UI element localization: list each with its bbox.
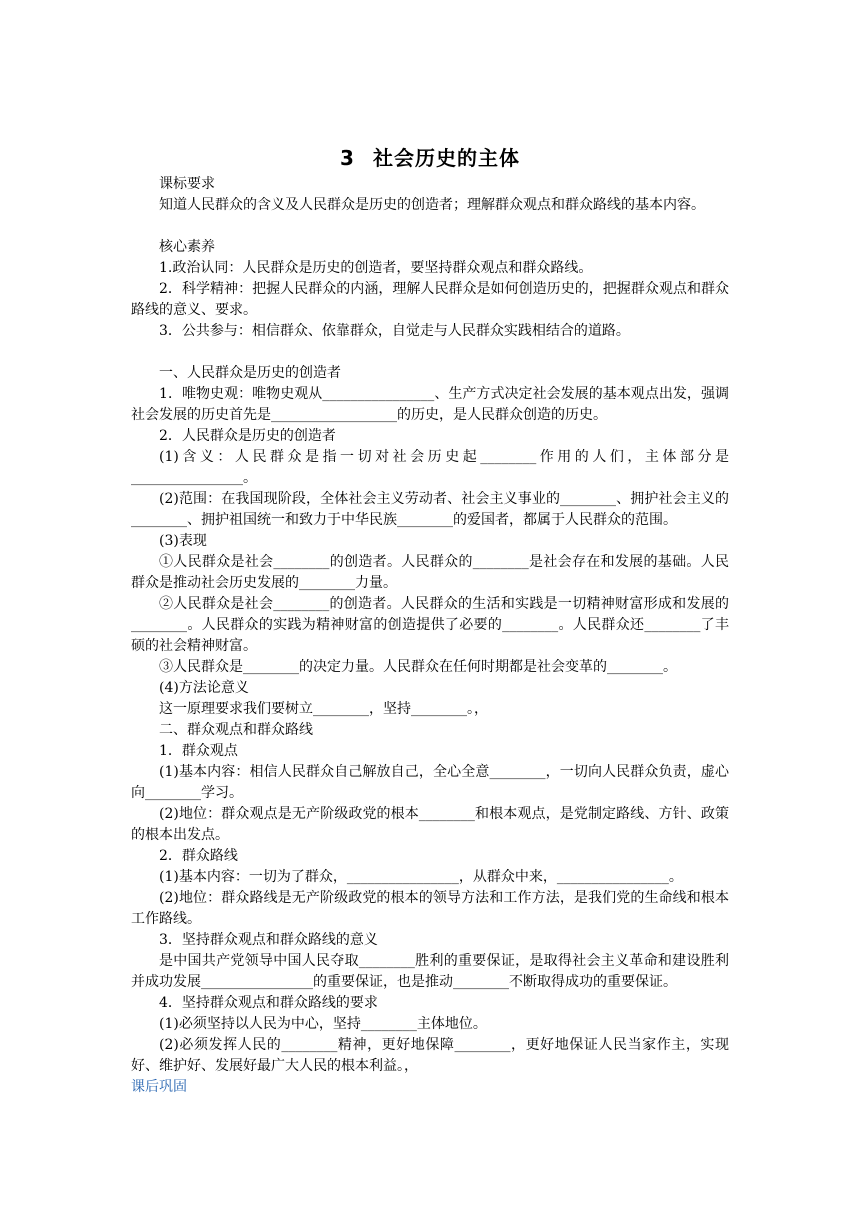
spacer xyxy=(131,216,729,237)
after-class-link[interactable]: 课后巩固 xyxy=(131,1079,187,1095)
section2-line: 1．群众观点 xyxy=(159,743,238,759)
section2-heading: 二、群众观点和群众路线 xyxy=(159,722,313,738)
section1-heading: 一、人民群众是历史的创造者 xyxy=(159,365,341,381)
literacy-item: 2．科学精神：把握人民群众的内涵，理解人民群众是如何创造历史的，把握群众观点和群众路线的意义、要求。 xyxy=(131,281,729,318)
title-number: 3 xyxy=(340,146,355,170)
standards-text: 知道人民群众的含义及人民群众是历史的创造者；理解群众观点和群众路线的基本内容。 xyxy=(159,197,705,213)
section2-line: 4．坚持群众观点和群众路线的要求 xyxy=(159,995,378,1011)
literacy-item: 3．公共参与：相信群众、依靠群众，自觉走与人民群众实践相结合的道路。 xyxy=(159,323,630,339)
section2-line: (2)地位：群众路线是无产阶级政党的根本的领导方法和工作方法，是我们党的生命线和根本工作路线。 xyxy=(131,890,729,927)
section1-line: ③人民群众是________的决定力量。人民群众在任何时期都是社会变革的________。 xyxy=(159,659,677,675)
spacer xyxy=(131,342,729,363)
section2-line: (1)基本内容：相信人民群众自己解放自己，全心全意________，一切向人民群众负责，虚心向________学习。 xyxy=(131,764,729,801)
section1-line: (4)方法论意义 xyxy=(159,680,249,696)
section2-line: (2)必须发挥人民的________精神，更好地保障________，更好地保证人民当家作主，实现好、维护好、发展好最广大人民的根本利益。， xyxy=(131,1037,729,1074)
section2-line: (1)必须坚持以人民为中心，坚持________主体地位。 xyxy=(159,1016,487,1032)
section2-line: 2．群众路线 xyxy=(159,848,238,864)
section1-line: (3)表现 xyxy=(159,533,207,549)
section2-line: 是中国共产党领导中国人民夺取________胜利的重要保证，是取得社会主义革命和建设胜利并成功发展________________的重要保证，也是推动________不断取得成功的重要保证。 xyxy=(131,953,729,990)
document-body xyxy=(131,174,729,1098)
section1-line: ①人民群众是社会________的创造者。人民群众的________是社会存在和发展的基础。人民群众是推动社会历史发展的________力量。 xyxy=(131,554,729,591)
section2-line: (2)地位：群众观点是无产阶级政党的根本________和根本观点，是党制定路线、方针、政策的根本出发点。 xyxy=(131,806,729,843)
section1-line: 2．人民群众是历史的创造者 xyxy=(159,428,336,444)
literacy-heading: 核心素养 xyxy=(159,239,215,255)
section1-line: 1．唯物史观：唯物史观从________________、生产方式决定社会发展的基本观点出发，强调社会发展的历史首先是__________________的历史，是人民群众创造的历史。 xyxy=(131,386,729,423)
literacy-item: 1.政治认同：人民群众是历史的创造者，要坚持群众观点和群众路线。 xyxy=(159,260,593,276)
section1-line: (2)范围：在我国现阶段，全体社会主义劳动者、社会主义事业的________、拥护社会主义的________、拥护祖国统一和致力于中华民族________的爱国者，都属于人民群众的范围。 xyxy=(131,491,729,528)
page-title xyxy=(131,144,729,172)
section1-line: ②人民群众是社会________的创造者。人民群众的生活和实践是一切精神财富形成和发展的________。人民群众的实践为精神财富的创造提供了必要的________。人民群众还________了丰硕的社会精神财富。 xyxy=(131,596,729,654)
section2-line: 3．坚持群众观点和群众路线的意义 xyxy=(159,932,378,948)
title-text: 社会历史的主体 xyxy=(372,146,520,170)
standards-heading: 课标要求 xyxy=(159,176,215,192)
section1-line: 这一原理要求我们要树立________，坚持________。， xyxy=(159,701,488,717)
section2-line: (1)基本内容：一切为了群众，________________，从群众中来，________________。 xyxy=(159,869,683,885)
section1-line: (1)含义：人民群众是指一切对社会历史起________作用的人们，主体部分是________________。 xyxy=(131,449,729,486)
